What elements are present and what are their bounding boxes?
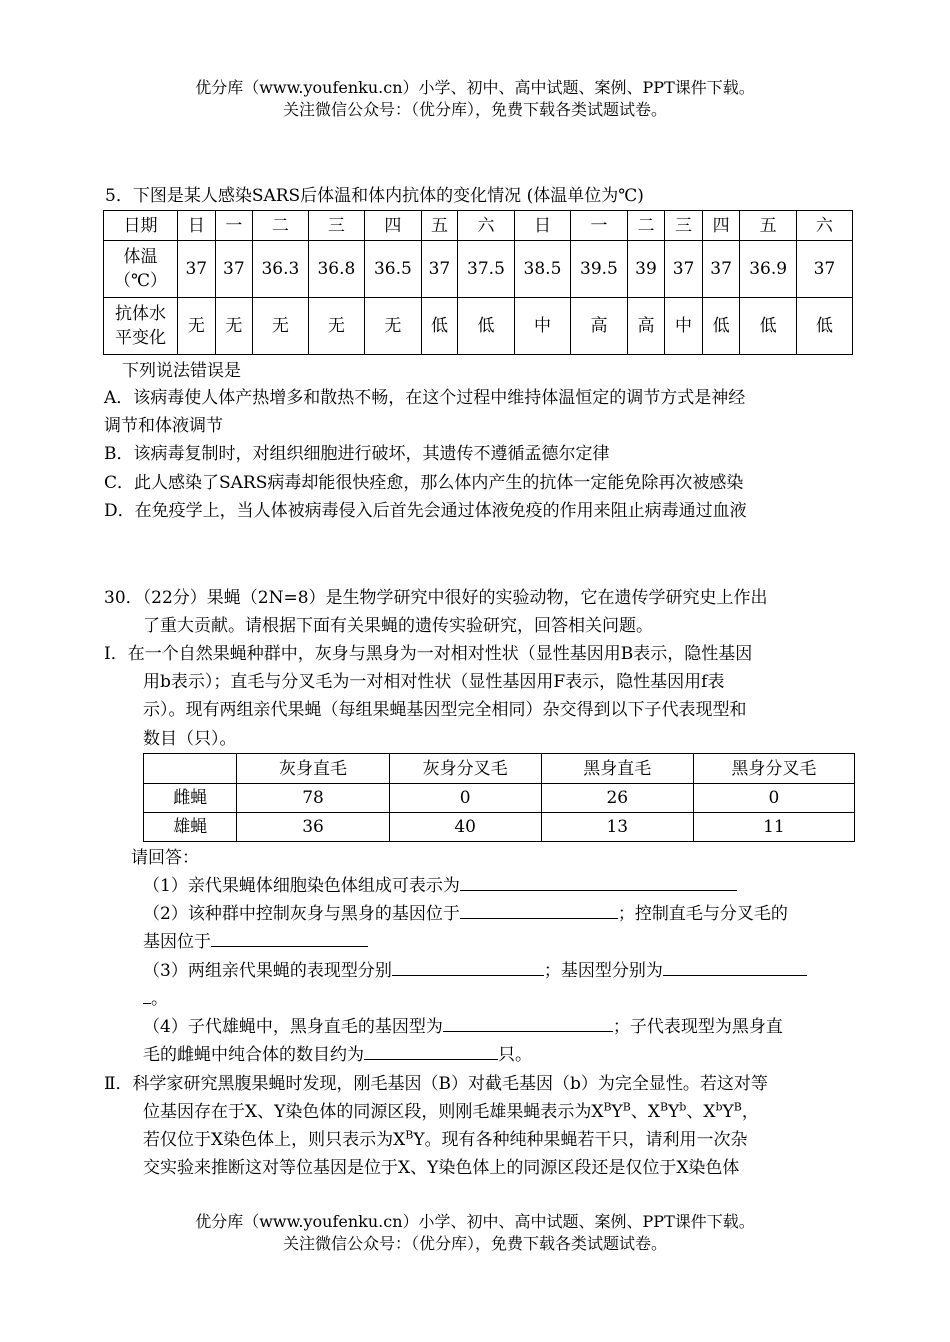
antibody-cell: 高 bbox=[571, 298, 627, 355]
answer-blank-2a[interactable] bbox=[460, 900, 618, 919]
table-cell: 0 bbox=[693, 784, 854, 813]
subquestion-3-cont bbox=[143, 985, 168, 1013]
answer-blank-2b[interactable] bbox=[211, 928, 368, 947]
q5-prompt: 下列说法错误是 bbox=[122, 361, 241, 381]
q30-part2-line3 bbox=[143, 1126, 748, 1154]
temp-cell: 39 bbox=[627, 241, 665, 298]
subquestion-3-text-c: 。 bbox=[151, 989, 168, 1009]
column-header: 灰身直毛 bbox=[237, 754, 389, 784]
subquestion-3-text-b: ；基因型分别为 bbox=[543, 961, 663, 981]
temp-cell: 38.5 bbox=[514, 241, 570, 298]
subquestion-2 bbox=[143, 900, 788, 928]
q5-option-c: C．此人感染了SARS病毒却能很快痊愈，那么体内产生的抗体一定能免除再次被感染 bbox=[104, 473, 744, 493]
antibody-cell: 低 bbox=[458, 298, 514, 355]
subquestion-4-text-b: ；子代表现型为黑身直 bbox=[612, 1017, 783, 1037]
part2-text-b: 若仅位于X染色体上，则只表示为 bbox=[143, 1130, 394, 1150]
antibody-cell: 中 bbox=[514, 298, 570, 355]
q5-table bbox=[103, 210, 853, 355]
genotype-xbyb-lower: $X^BY^b$ bbox=[647, 1100, 687, 1122]
column-header: 灰身分叉毛 bbox=[389, 754, 541, 784]
day-cell: 五 bbox=[740, 211, 796, 241]
q30-part2-line1: Ⅱ．科学家研究黑腹果蝇时发现，刚毛基因（B）对截毛基因（b）为完全显性。若这对等 bbox=[104, 1074, 768, 1094]
temp-cell: 37.5 bbox=[458, 241, 514, 298]
q30-intro: 30．（22分）果蝇（2N=8）是生物学研究中很好的实验动物，它在遗传学研究史上作出 bbox=[104, 588, 768, 608]
temp-cell: 37 bbox=[215, 241, 253, 298]
temp-cell: 36.8 bbox=[308, 241, 364, 298]
answer-prompt: 请回答： bbox=[131, 848, 199, 868]
subquestion-2-text: （2）该种群中控制灰身与黑身的基因位于 bbox=[143, 904, 460, 924]
subquestion-1 bbox=[143, 872, 737, 900]
day-cell: 四 bbox=[702, 211, 740, 241]
temp-cell: 37 bbox=[702, 241, 740, 298]
antibody-cell: 无 bbox=[178, 298, 216, 355]
table-row bbox=[144, 784, 855, 813]
q5-option-d: D．在免疫学上，当人体被病毒侵入后首先会通过体液免疫的作用来阻止病毒通过血液 bbox=[104, 501, 747, 521]
antibody-cell: 无 bbox=[308, 298, 364, 355]
subquestion-3 bbox=[143, 957, 807, 985]
temp-cell: 36.3 bbox=[253, 241, 309, 298]
table-cell: 40 bbox=[389, 813, 541, 842]
day-cell: 三 bbox=[665, 211, 703, 241]
q30-part1-line3: 示）。现有两组亲代果蝇（每组果蝇基因型完全相同）杂交得到以下子代表现型和 bbox=[143, 700, 747, 720]
temp-cell: 36.5 bbox=[365, 241, 421, 298]
genotype-xbyb: $X^BY^B$ bbox=[591, 1100, 631, 1122]
table-row bbox=[104, 241, 853, 298]
subquestion-4-cont bbox=[143, 1041, 532, 1069]
q5-title: 5．下图是某人感染SARS后体温和体内抗体的变化情况 (体温单位为℃) bbox=[105, 186, 644, 206]
column-header: 黑身分叉毛 bbox=[693, 754, 854, 784]
separator: ， bbox=[741, 1102, 759, 1122]
subquestion-2-text-c: 基因位于 bbox=[143, 932, 211, 952]
part2-text-a: 位基因存在于X、Y染色体的同源区段，则刚毛雄果蝇表示为 bbox=[143, 1102, 592, 1122]
answer-blank-3c[interactable] bbox=[143, 985, 151, 1004]
table-row bbox=[104, 298, 853, 355]
antibody-cell: 低 bbox=[421, 298, 458, 355]
q30-part2-line4: 交实验来推断这对等位基因是位于X、Y染色体上的同源区段还是仅位于X染色体 bbox=[143, 1158, 740, 1178]
subquestion-1-text: （1）亲代果蝇体细胞染色体组成可表示为 bbox=[143, 876, 460, 896]
antibody-cell: 低 bbox=[702, 298, 740, 355]
separator: 、 bbox=[686, 1102, 704, 1122]
subquestion-4-text-d: 只。 bbox=[498, 1045, 532, 1065]
subquestion-2-text-b: ；控制直毛与分叉毛的 bbox=[617, 904, 788, 924]
answer-blank-4a[interactable] bbox=[443, 1013, 613, 1032]
genotype-xby: $X^BY$ bbox=[393, 1128, 425, 1150]
day-cell: 日 bbox=[178, 211, 216, 241]
day-cell: 六 bbox=[458, 211, 514, 241]
day-cell: 五 bbox=[421, 211, 458, 241]
footer-line-1: 优分库（www.youfenku.cn）小学、初中、高中试题、案例、PPT课件下载。 bbox=[195, 1212, 755, 1231]
answer-blank-3b[interactable] bbox=[663, 957, 807, 976]
subquestion-3-text: （3）两组亲代果蝇的表现型分别 bbox=[143, 961, 392, 981]
subquestion-4 bbox=[143, 1013, 783, 1041]
q30-part1-line1: Ⅰ．在一个自然果蝇种群中，灰身与黑身为一对相对性状（显性基因用B表示，隐性基因 bbox=[104, 644, 753, 664]
table-cell: 36 bbox=[237, 813, 389, 842]
row-label-temperature: 体温（℃） bbox=[104, 241, 178, 298]
q30-part1-line4: 数目（只）。 bbox=[143, 729, 237, 749]
q30-table bbox=[143, 753, 855, 842]
day-cell: 三 bbox=[308, 211, 364, 241]
row-label: 雄蝇 bbox=[144, 813, 237, 842]
temp-cell: 37 bbox=[796, 241, 852, 298]
temp-cell: 37 bbox=[178, 241, 216, 298]
q30-part1-line2: 用b表示）；直毛与分叉毛为一对相对性状（显性基因用F表示，隐性基因用f表 bbox=[143, 672, 725, 692]
table-cell: 0 bbox=[389, 784, 541, 813]
answer-blank-4b[interactable] bbox=[364, 1041, 498, 1060]
q5-option-a: A．该病毒使人体产热增多和散热不畅，在这个过程中维持体温恒定的调节方式是神经 bbox=[104, 388, 746, 408]
day-cell: 日 bbox=[514, 211, 570, 241]
subquestion-4-text: （4）子代雄蝇中，黑身直毛的基因型为 bbox=[143, 1017, 443, 1037]
temp-cell: 36.9 bbox=[740, 241, 796, 298]
answer-blank-1[interactable] bbox=[460, 872, 737, 891]
table-row bbox=[144, 754, 855, 784]
antibody-cell: 无 bbox=[365, 298, 421, 355]
table-cell: 78 bbox=[237, 784, 389, 813]
day-cell: 六 bbox=[796, 211, 852, 241]
header-line-1: 优分库（www.youfenku.cn）小学、初中、高中试题、案例、PPT课件下载。 bbox=[195, 78, 755, 97]
column-header: 黑身直毛 bbox=[541, 754, 693, 784]
table-cell: 13 bbox=[541, 813, 693, 842]
table-row bbox=[104, 211, 853, 241]
row-label-antibody: 抗体水平变化 bbox=[104, 298, 178, 355]
table-cell: 26 bbox=[541, 784, 693, 813]
subquestion-2-cont bbox=[143, 928, 368, 956]
q30-part2-line2 bbox=[143, 1098, 759, 1126]
q30-intro-cont: 了重大贡献。请根据下面有关果蝇的遗传实验研究，回答相关问题。 bbox=[143, 616, 653, 636]
day-cell: 一 bbox=[215, 211, 253, 241]
antibody-cell: 高 bbox=[627, 298, 665, 355]
answer-blank-3a[interactable] bbox=[392, 957, 544, 976]
header-line-2: 关注微信公众号：（优分库），免费下载各类试题试卷。 bbox=[282, 100, 667, 119]
antibody-cell: 低 bbox=[796, 298, 852, 355]
q5-option-a-cont: 调节和体液调节 bbox=[104, 416, 223, 436]
day-cell: 二 bbox=[627, 211, 665, 241]
genotype-xlowerb-yb: $X^bY^B$ bbox=[703, 1100, 742, 1122]
separator: 、 bbox=[630, 1102, 648, 1122]
antibody-cell: 无 bbox=[215, 298, 253, 355]
day-cell: 二 bbox=[253, 211, 309, 241]
day-cell: 一 bbox=[571, 211, 627, 241]
antibody-cell: 中 bbox=[665, 298, 703, 355]
temp-cell: 37 bbox=[665, 241, 703, 298]
row-label: 雌蝇 bbox=[144, 784, 237, 813]
temp-cell: 39.5 bbox=[571, 241, 627, 298]
temp-cell: 37 bbox=[421, 241, 458, 298]
q5-option-b: B．该病毒复制时，对组织细胞进行破坏，其遗传不遵循孟德尔定律 bbox=[104, 444, 610, 464]
antibody-cell: 低 bbox=[740, 298, 796, 355]
antibody-cell: 无 bbox=[253, 298, 309, 355]
subquestion-4-text-c: 毛的雌蝇中纯合体的数目约为 bbox=[143, 1045, 364, 1065]
table-cell: 11 bbox=[693, 813, 854, 842]
table-row bbox=[144, 813, 855, 842]
day-cell: 四 bbox=[365, 211, 421, 241]
part2-text-c: 。现有各种纯种果蝇若干只，请利用一次杂 bbox=[424, 1130, 748, 1150]
row-label-date: 日期 bbox=[104, 211, 178, 241]
footer-line-2: 关注微信公众号：（优分库），免费下载各类试题试卷。 bbox=[282, 1234, 667, 1253]
header-blank bbox=[144, 754, 237, 784]
